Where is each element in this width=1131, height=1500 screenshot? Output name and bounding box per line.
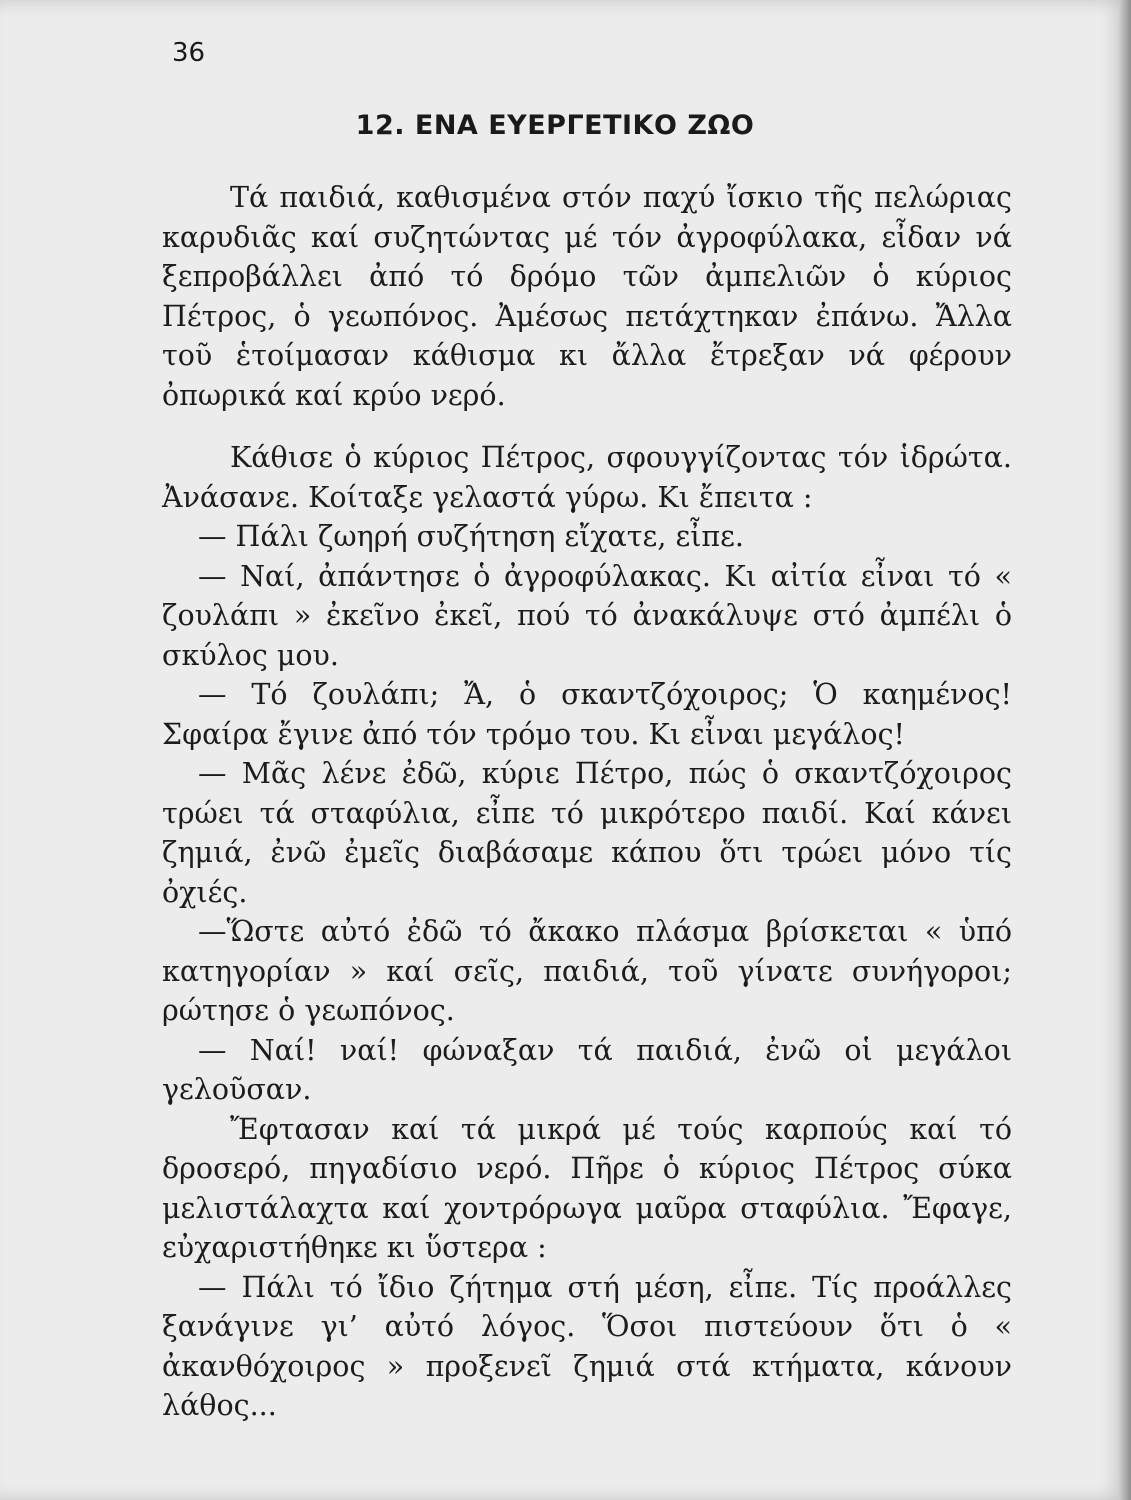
dialogue-line: —Ὥστε αὐτό ἐδῶ τό ἄκακο πλάσμα βρίσκεται « ὑπό κατηγορίαν » καί σεῖς, παιδιά, τοῦ γίνατε συνήγοροι; ρώτησε ὁ γεωπόνος. [162,915,1012,1027]
dialogue-line: — Τό ζουλάπι; Ἄ, ὁ σκαντζόχοιρος; Ὁ καημένος! Σφαίρα ἔγινε ἀπό τόν τρόμο του. Κι εἶναι μεγάλος! [162,678,1012,751]
dialogue-line: — Μᾶς λένε ἐδῶ, κύριε Πέτρο, πώς ὁ σκαντζόχοιρος τρώει τά σταφύλια, εἶπε τό μικρότερο παιδί. Καί κάνει ζημιά, ἐνῶ ἐμεῖς διαβάσαμε κάπου ὅτι τρώει μόνο τίς ὀχιές. [162,757,1012,909]
paragraph: Κάθισε ὁ κύριος Πέτρος, σφουγγίζοντας τόν ἱδρώτα. Ἀνάσανε. Κοίταξε γελαστά γύρω. Κι ἔπειτα : [162,441,1012,514]
page-number: 36 [172,38,206,68]
dialogue-line: — Πάλι τό ἴδιο ζήτημα στή μέση, εἶπε. Τίς προάλλες ξανάγινε γι’ αὐτό λόγος. Ὅσοι πιστεύουν ὅτι ὁ « ἀκανθόχοιρος » προξενεῖ ζημιά στά κτήματα, κάνουν λάθος... [162,1270,1012,1422]
dialogue-line: — Πάλι ζωηρή συζήτηση εἴχατε, εἶπε. [198,520,744,553]
dialogue-line: — Ναί, ἀπάντησε ὁ ἀγροφύλακας. Κι αἰτία εἶναι τό « ζουλάπι » ἐκεῖνο ἐκεῖ, πού τό ἀνακάλυψε στό ἀμπέλι ὁ σκύλος μου. [162,559,1012,672]
chapter-body [162,178,1012,1426]
page-edge-shadow [1119,0,1131,1500]
paragraph: Τά παιδιά, καθισμένα στόν παχύ ἴσκιο τῆς πελώριας καρυδιᾶς καί συζητώντας μέ τόν ἀγροφύλακα, εἶδαν νά ξεπροβάλλει ἀπό τό δρόμο τῶν ἀμπελιῶν ὁ κύριος Πέτρος, ὁ γεωπόνος. Ἀμέσως πετάχτηκαν ἐπάνω. Ἄλλα τοῦ ἑτοίμασαν κάθισμα κι ἄλλα ἔτρεξαν νά φέρουν ὀπωρικά καί κρύο νερό. [162,181,1012,412]
dialogue-line: — Ναί! ναί! φώναξαν τά παιδιά, ἐνῶ οἱ μεγάλοι γελοῦσαν. [162,1033,1012,1106]
chapter-title: 12. ΕΝΑ ΕΥΕΡΓΕΤΙΚΟ ΖΩΟ [355,110,755,141]
paragraph: Ἔφτασαν καί τά μικρά μέ τούς καρπούς καί τό δροσερό, πηγαδίσιο νερό. Πῆρε ὁ κύριος Πέτρος σύκα μελιστάλαχτα καί χοντρόρωγα μαῦρα σταφύλια. Ἔφαγε, εὐχαριστήθηκε κι ὕστερα : [162,1112,1012,1264]
